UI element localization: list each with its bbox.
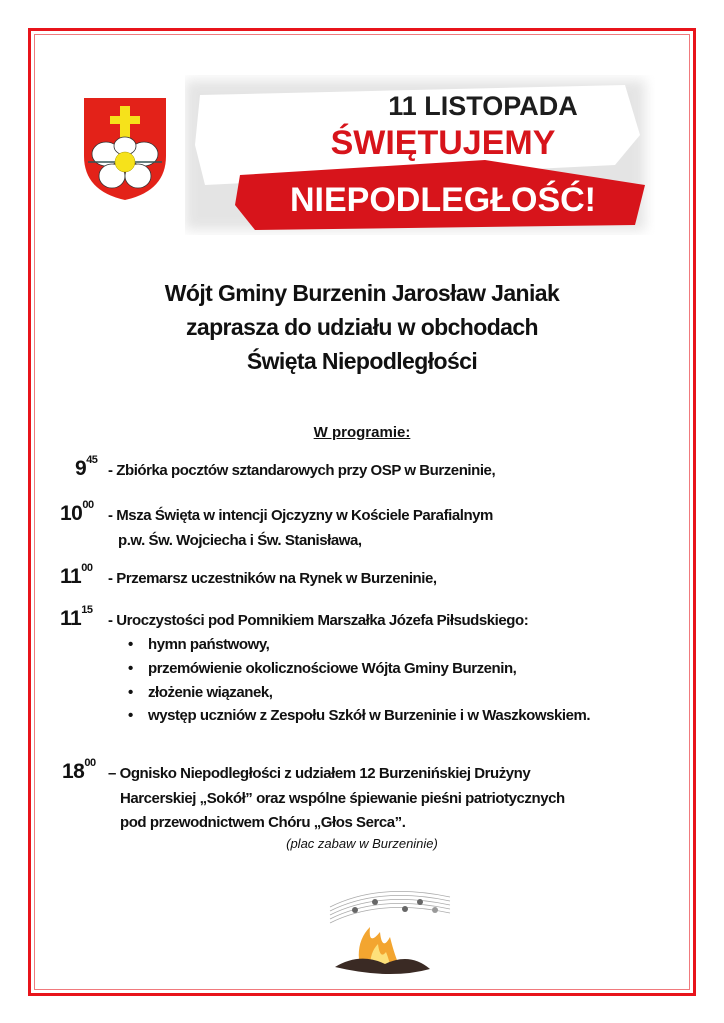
program-time: $11^{00}$ <box>60 562 93 588</box>
banner-line3: NIEPODLEGŁOŚĆ! <box>289 181 597 219</box>
banner-line2: ŚWIĘTUJEMY <box>330 124 556 162</box>
program-item-text: - Msza Święta w intencji Ojczyzny w Kościele Parafialnym <box>108 507 493 524</box>
bullet-item: • hymn państwowy, <box>128 636 269 653</box>
banner-line1: 11 LISTOPADA <box>388 91 578 121</box>
title-line1: Wójt Gminy Burzenin Jarosław Janiak <box>164 280 560 306</box>
program-time: $18^{00}$ <box>62 757 96 783</box>
program-item-text-cont: pod przewodnictwem Chóru „Głos Serca”. <box>120 814 406 831</box>
bullet-item: • występ uczniów z Zespołu Szkół w Burzeninie i w Waszkowskiem. <box>128 707 590 724</box>
coat-of-arms-image <box>82 96 168 202</box>
bullet-item: • złożenie wiązanek, <box>128 684 272 701</box>
program-item-text: – Ognisko Niepodległości z udziałem 12 Burzenińskiej Drużyny <box>108 765 531 782</box>
program-item-text: - Uroczystości pod Pomnikiem Marszałka Józefa Piłsudskiego: <box>108 612 529 629</box>
title-line2: zaprasza do udziału w obchodach <box>185 314 538 340</box>
program-heading: W programie: <box>313 424 411 441</box>
program-time: $9^{45}$ <box>75 454 98 480</box>
program-time: $11^{15}$ <box>60 604 93 630</box>
program-item-text-cont: Harcerskiej „Sokół” oraz wspólne śpiewanie pieśni patriotycznych <box>120 790 565 807</box>
bonfire-music-notes-image <box>310 872 460 982</box>
location-note: (plac zabaw w Burzeninie) <box>286 836 438 851</box>
bullet-item: • przemówienie okolicznościowe Wójta Gminy Burzenin, <box>128 660 516 677</box>
program-time: $10^{00}$ <box>60 499 94 525</box>
program-item-text: - Przemarsz uczestników na Rynek w Burzeninie, <box>108 570 437 587</box>
independence-day-banner <box>185 75 655 235</box>
program-item-text-cont: p.w. Św. Wojciecha i Św. Stanisława, <box>118 532 362 549</box>
program-item-text: - Zbiórka pocztów sztandarowych przy OSP w Burzeninie, <box>108 462 496 479</box>
title-line3: Święta Niepodległości <box>246 348 478 374</box>
